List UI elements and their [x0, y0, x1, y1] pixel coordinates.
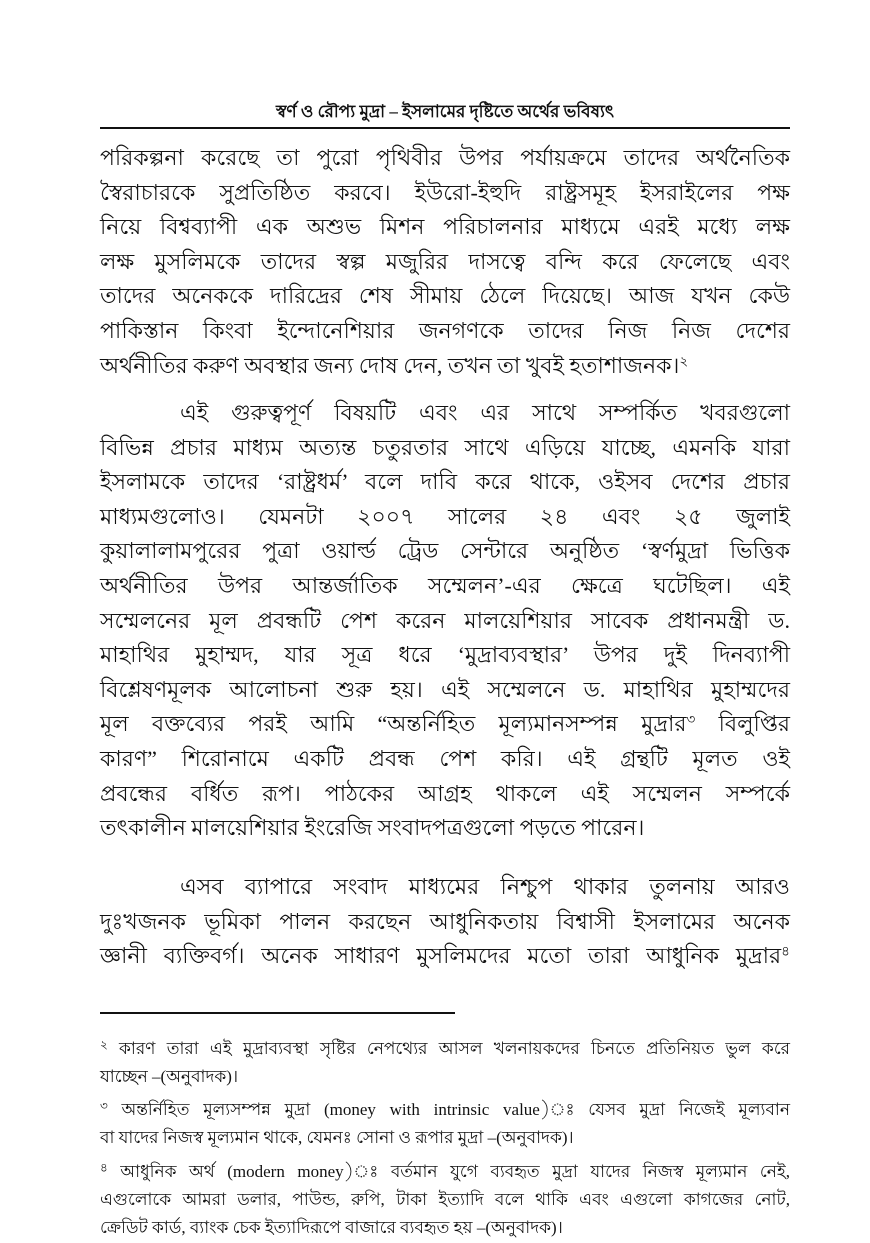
body-line: কারণ” শিরোনামে একটি প্রবন্ধ পেশ করি। এই গ্রন্থটি মূলত ওই [100, 745, 790, 771]
body-line: নিয়ে বিশ্বব্যাপী এক অশুভ মিশন পরিচালনার মাধ্যমে এরই মধ্যে লক্ষ [100, 214, 790, 240]
body-line: পরিকল্পনা করেছে তা পুরো পৃথিবীর উপর পর্যায়ক্রমে তাদের অর্থনৈতিক [100, 145, 790, 170]
footnote-line [100, 1096, 790, 1124]
footnote-line: বা যাদের নিজস্ব মূল্যমান থাকে, যেমনঃ সোনা ও রূপার মুদ্রা –(অনুবাদক)। [100, 1128, 574, 1147]
footnote-text: অন্তর্নিহিত মূল্যসম্পন্ন মুদ্রা (money with intrinsic value)ঃ যেসব মুদ্রা নিজেই মূল্যবান [121, 1100, 790, 1119]
body-line: এসব ব্যাপারে সংবাদ মাধ্যমের নিশ্চুপ থাকার তুলনায় আরও [180, 874, 790, 899]
footnote-line [100, 1035, 790, 1063]
footnote-line: ক্রেডিট কার্ড, ব্যাংক চেক ইত্যাদিরূপে বাজারে ব্যবহৃত হয় –(অনুবাদক)। [100, 1218, 563, 1237]
body-line: বিশ্লেষণমূলক আলোচনা শুরু হয়। এই সম্মেলনে ড. মাহাথির মুহাম্মদের [100, 676, 790, 702]
footnote-line: যাচ্ছেন –(অনুবাদক)। [100, 1067, 239, 1086]
footnote-text: আধুনিক অর্থ (modern money)ঃ বর্তমান যুগে ব্যবহৃত মুদ্রা যাদের নিজস্ব মূল্যমান নেই, [120, 1162, 791, 1181]
body-line-text: বিলুপ্তির [718, 711, 791, 737]
body-paragraph [100, 141, 790, 383]
footnote [100, 1096, 790, 1152]
footnote-mark: ৩ [100, 1098, 108, 1113]
body-line: কুয়ালালামপুরের পুত্রা ওয়ার্ল্ড ট্রেড সেন্টারে অনুষ্ঠিত ‘স্বর্ণমুদ্রা ভিত্তিক [100, 538, 790, 564]
header-rule [100, 127, 790, 129]
body-line: তৎকালীন মালয়েশিয়ার ইংরেজি সংবাদপত্রগুলো পড়তে পারেন। [100, 815, 645, 841]
footnote [100, 1035, 790, 1091]
footnote-ref: ৩ [686, 711, 696, 727]
body-line [100, 349, 790, 384]
body-line-text: মূল বক্তব্যের পরই আমি “অন্তর্নিহিত মূল্যমানসম্পন্ন মুদ্রার [100, 711, 687, 737]
body-line: দুঃখজনক ভূমিকা পালন করছেন আধুনিকতায় বিশ্বাসী ইসলামের অনেক [100, 908, 790, 934]
body-line [100, 707, 790, 742]
body-line: ইসলামকে তাদের ‘রাষ্ট্রধর্ম’ বলে দাবি করে থাকে, ওইসব দেশের প্রচার [100, 469, 790, 495]
body-line: স্বৈরাচারকে সুপ্রতিষ্ঠিত করবে। ইউরো-ইহুদি রাষ্ট্রসমূহ ইসরাইলের পক্ষ [100, 179, 790, 205]
body-line: প্রবন্ধের বর্ধিত রূপ। পাঠকের আগ্রহ থাকলে এই সম্মেলন সম্পর্কে [100, 780, 790, 806]
footnote [100, 1158, 790, 1242]
body-line-text: অর্থনীতির করুণ অবস্থার জন্য দোষ দেন, তখন তা খুবই হতাশাজনক। [100, 352, 680, 378]
body-line: বিভিন্ন প্রচার মাধ্যম অত্যন্ত চতুরতার সাথে এড়িয়ে যাচ্ছে, এমনকি যারা [100, 434, 790, 460]
body-line: লক্ষ মুসলিমকে তাদের স্বল্প মজুরির দাসত্বে বন্দি করে ফেলেছে এবং [100, 248, 790, 274]
footnote-mark: ২ [100, 1037, 108, 1052]
body-line: সম্মেলনের মূল প্রবন্ধটি পেশ করেন মালয়েশিয়ার সাবেক প্রধানমন্ত্রী ড. [100, 607, 790, 633]
body-line: অর্থনীতির উপর আন্তর্জাতিক সম্মেলন’-এর ক্ষেত্রে ঘটেছিল। এই [100, 572, 790, 598]
body-line: মাহাথির মুহাম্মদ, যার সূত্র ধরে ‘মুদ্রাব্যবস্থার’ উপর দুই দিনব্যাপী [100, 642, 790, 668]
footnote-separator [100, 1012, 455, 1014]
body-line [100, 939, 790, 974]
footnote-line: এগুলোকে আমরা ডলার, পাউন্ড, রুপি, টাকা ইত্যাদি বলে থাকি এবং এগুলো কাগজের নোট, [100, 1190, 790, 1209]
body-line: এই গুরুত্বপূর্ণ বিষয়টি এবং এর সাথে সম্পর্কিত খবরগুলো [180, 400, 790, 425]
body-line: তাদের অনেককে দারিদ্রের শেষ সীমায় ঠেলে দিয়েছে। আজ যখন কেউ [100, 283, 790, 309]
body-line: পাকিস্তান কিংবা ইন্দোনেশিয়ার জনগণকে তাদের নিজ নিজ দেশের [100, 317, 790, 343]
footnote-text: কারণ তারা এই মুদ্রাব্যবস্থা সৃষ্টির নেপথ্যের আসল খলনায়কদের চিনতে প্রতিনিয়ত ভুল করে [119, 1039, 790, 1058]
footnote-ref: ৪ [781, 943, 790, 959]
body-line-text: জ্ঞানী ব্যক্তিবর্গ। অনেক সাধারণ মুসলিমদের মতো তারা আধুনিক মুদ্রার [100, 943, 782, 969]
body-paragraph [100, 870, 790, 974]
body-line: মাধ্যমগুলোও। যেমনটা ২০০৭ সালের ২৪ এবং ২৫ জুলাই [100, 503, 790, 529]
body-paragraph [100, 396, 790, 846]
footnote-line [100, 1158, 790, 1186]
footnote-mark: ৪ [100, 1160, 108, 1175]
footnote-ref: ২ [679, 353, 689, 369]
running-header: স্বর্ণ ও রৌপ্য মুদ্রা – ইসলামের দৃষ্টিতে অর্থের ভবিষ্যৎ [275, 102, 615, 121]
